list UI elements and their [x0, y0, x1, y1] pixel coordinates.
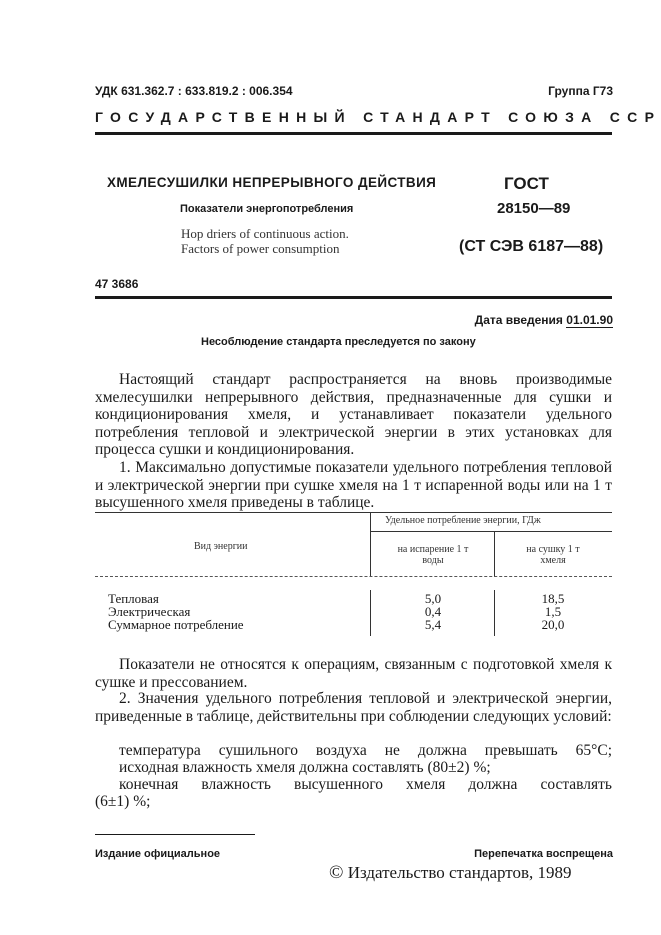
- english-title-line2: Factors of power consumption: [181, 241, 340, 256]
- group-code: Группа Г73: [548, 84, 613, 98]
- table-row-water: 0,4: [424, 604, 442, 619]
- table-col2-header-line1: на испарение 1 т: [397, 544, 469, 555]
- official-edition: Издание официальное: [95, 848, 221, 860]
- paragraph-clause-2: 2. Значения удельного потребления тепловой и электрической энергии, приведенные в таблице, действительны при соблюдении следующих условий:: [95, 690, 612, 725]
- footer-rule: [95, 834, 255, 835]
- english-title-line1: Hop driers of continuous action.: [181, 226, 349, 241]
- st-sev-number: (СТ СЭВ 6187—88): [459, 238, 604, 255]
- table-group-rule: [370, 531, 612, 532]
- introduction-date: [475, 313, 613, 327]
- reprint-notice: Перепечатка воспрещена: [474, 848, 613, 860]
- introduction-date-value: 01.01.90: [566, 313, 613, 327]
- copyright-line: [329, 862, 572, 884]
- paragraph-clause-1: 1. Максимально допустимые показатели удельного потребления тепловой и электрической энергии при сушке хмеля на 1 т испаренной воды или на 1 т высушенного хмеля приведены в таблице.: [95, 459, 612, 511]
- table-body-divider-1: [370, 590, 371, 636]
- classification-code: 47 3686: [95, 277, 139, 291]
- document-subtitle: Показатели энергопотребления: [180, 203, 354, 215]
- table-row-hops: 1,5: [544, 604, 562, 619]
- publisher-name: Издательство стандартов, 1989: [347, 863, 572, 882]
- document-title: ХМЕЛЕСУШИЛКИ НЕПРЕРЫВНОГО ДЕЙСТВИЯ: [107, 175, 437, 190]
- table-col3-header-line1: на сушку 1 т: [526, 544, 580, 555]
- table-header-divider: [370, 512, 371, 577]
- gost-number: 28150—89: [497, 200, 571, 217]
- table-col2-header-line2: воды: [422, 555, 444, 566]
- law-notice: Несоблюдение стандарта преследуется по закону: [201, 336, 476, 348]
- table-row-water: 5,0: [424, 591, 442, 606]
- table-header-rule: [95, 576, 612, 577]
- udk-code: УДК 631.362.7 : 633.819.2 : 006.354: [95, 84, 293, 98]
- table-col3-header-line2: хмеля: [540, 555, 566, 566]
- paragraph-exclusions: Показатели не относятся к операциям, связанным с подготовкой хмеля к сушке и прессованием.: [95, 656, 612, 691]
- copyright-icon: ©: [329, 862, 344, 883]
- state-standard-banner: ГОСУДАРСТВЕННЫЙ СТАНДАРТ СОЮЗА ССР: [95, 109, 661, 125]
- condition-final-moisture-value: (6±1) %;: [95, 793, 151, 810]
- table-row-name: Электрическая: [108, 604, 191, 619]
- condition-initial-moisture: исходная влажность хмеля должна составлять (80±2) %;: [119, 759, 491, 776]
- gost-label: ГОСТ: [504, 174, 549, 193]
- condition-final-moisture: конечная влажность высушенного хмеля должна составлять: [119, 776, 612, 793]
- table-col1-header: Вид энергии: [194, 541, 248, 552]
- table-body-divider-2: [494, 590, 495, 636]
- table-row-hops: 18,5: [541, 591, 565, 606]
- table-group-header: Удельное потребление энергии, ГДж: [385, 515, 541, 526]
- table-row-name: Тепловая: [108, 591, 159, 606]
- table-row-hops: 20,0: [541, 617, 565, 632]
- title-rule: [95, 296, 612, 299]
- condition-temperature: температура сушильного воздуха не должна превышать 65°С;: [119, 742, 612, 759]
- table-row-water: 5,4: [424, 617, 442, 632]
- table-row-name: Суммарное потребление: [108, 617, 244, 632]
- header-rule: [95, 132, 612, 135]
- table-subheader-divider: [494, 531, 495, 577]
- introduction-date-label: Дата введения: [474, 313, 563, 327]
- table-top-rule: [95, 512, 612, 513]
- paragraph-scope: Настоящий стандарт распространяется на вновь производимые хмелесушилки непрерывного действия, предназначенные для сушки и кондиционирования хмеля, и устанавливает показатели удельного потребления тепловой и электрической энергии в этих установках для процесса сушки и кондиционирования.: [95, 371, 612, 458]
